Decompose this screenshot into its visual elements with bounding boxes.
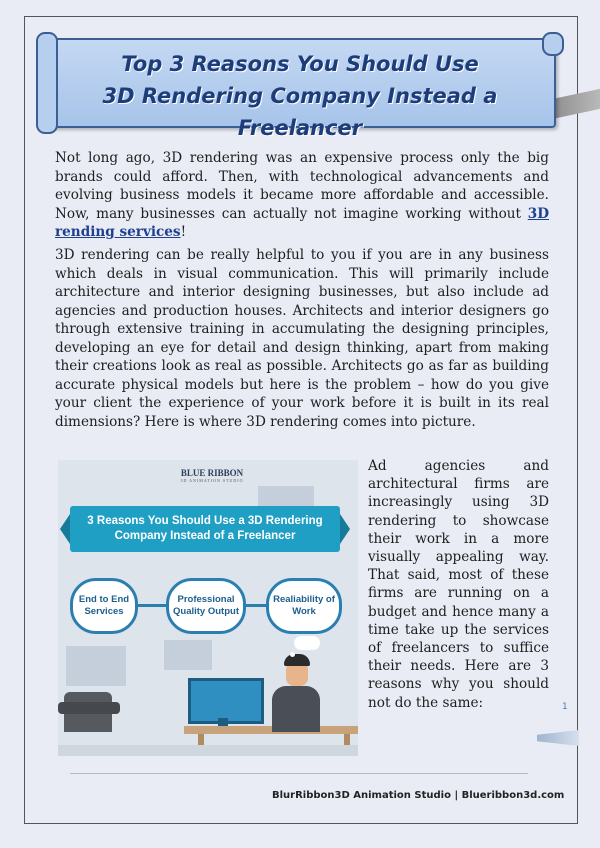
intro-paragraph [55,149,549,242]
person-hair-illustration [284,654,310,666]
thought-bubble-icon [294,636,320,650]
thought-bubble-dot [290,652,295,657]
scroll-curl-left [36,32,58,134]
rendering-services-link[interactable]: 3D rending services [55,205,549,240]
title-line-2: 3D Rendering Company Instead a Freelancer [102,84,498,140]
infographic-bottom-strip [58,745,358,756]
sofa-arm-illustration [58,702,120,714]
intro-text: Not long ago, 3D rendering was an expensive process only the big brands could afford. Then, with technological advancements and evolving business models it became more affordable and accessible. Now, many businesses can actually not imagine working without [55,150,549,222]
reason-reliability: Realiability of Work [266,578,342,634]
scroll-curl-right [542,32,564,56]
reason-quality: Professional Quality Output [166,578,246,634]
infographic-title: 3 Reasons You Should Use a 3D Rendering Company Instead of a Freelancer [70,506,340,552]
body-paragraph: 3D rendering can be really helpful to you if you are in any business which deals in visual communication. This will primarily include architecture and interior designing businesses, but also include ad agencies and production houses. Architects and interior designers go through extensive training in accumulating the designing principles, developing an eye for detail and design thinking, apart from making their creations look as real as possible. Architects go as far as building accurate physical models but here is the problem – how do you give your client the experience of your work before it is built in its real dimensions? Here is where 3D rendering comes into picture. [55,247,549,430]
window-shape [164,640,212,670]
footer-text: BlurRibbon3D Animation Studio | Blueribbon3d.com [272,790,565,801]
footer-divider [70,773,528,774]
window-shape [66,646,126,686]
connector-line [138,604,168,607]
infographic-image [58,460,358,756]
window-shape [258,486,314,508]
person-body-illustration [272,686,320,732]
reason-end-to-end: End to End Services [70,578,138,634]
blue-ribbon-logo: BLUE RIBBON 3D ANIMATION STUDIO [180,468,244,483]
page-number: 1 [562,702,568,712]
title-banner [44,38,556,140]
side-paragraph: Ad agencies and architectural firms are increasingly using 3D rendering to showcase their work in a more visually appealing way. That said, most of these firms are running on a budget and hence many a time take up the services of freelancers to suffice their needs. Here are 3 reasons why you should not do the same: [368,458,549,711]
title-line-1: Top 3 Reasons You Should Use [121,52,479,76]
intro-end: ! [180,224,187,240]
desk-illustration [184,726,358,734]
